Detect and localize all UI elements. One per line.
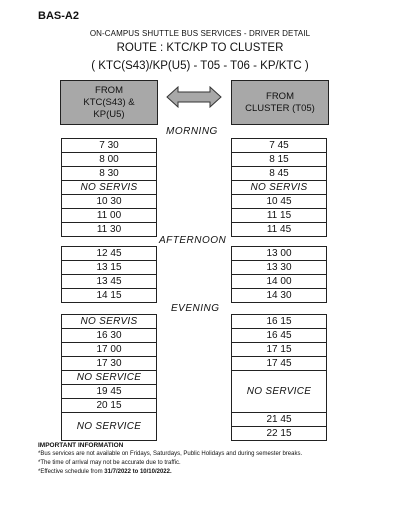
- time-cell: 11 30: [62, 223, 157, 237]
- info-effective-label: *Effective schedule from: [38, 469, 105, 475]
- time-cell: 7 30: [62, 139, 157, 153]
- time-cell: 14 30: [232, 289, 327, 303]
- route-title: ROUTE : KTC/KP TO CLUSTER: [116, 42, 284, 54]
- document-subheading: ON-CAMPUS SHUTTLE BUS SERVICES - DRIVER DETAIL: [89, 29, 311, 38]
- time-cell: 8 45: [232, 167, 327, 181]
- time-cell: 10 30: [62, 195, 157, 209]
- time-cell: 20 15: [62, 399, 157, 413]
- time-cell: 16 15: [232, 315, 327, 329]
- origin-right-line-1: FROM: [266, 90, 294, 102]
- time-cell: 21 45: [232, 413, 327, 427]
- section-morning: MORNING: [166, 126, 218, 137]
- no-service-cell: NO SERVICE: [62, 413, 157, 441]
- time-cell: 19 45: [62, 385, 157, 399]
- origin-right-line-2: CLUSTER (T05): [245, 102, 315, 114]
- time-cell: 8 30: [62, 167, 157, 181]
- info-line: *The time of arrival may not be accurate due to traffic.: [38, 460, 181, 466]
- time-cell: 16 45: [232, 329, 327, 343]
- info-line: [38, 468, 368, 477]
- time-cell: 11 15: [232, 209, 327, 223]
- time-cell: 10 45: [232, 195, 327, 209]
- evening-table-right: [231, 314, 327, 441]
- no-service-cell: NO SERVIS: [232, 181, 327, 195]
- morning-table-right: [231, 138, 327, 237]
- afternoon-table-left: [61, 246, 157, 303]
- time-cell: 8 15: [232, 153, 327, 167]
- origin-left-line-2: KTC(S43) &: [83, 96, 135, 108]
- section-afternoon: AFTERNOON: [159, 235, 227, 246]
- time-cell: 14 00: [232, 275, 327, 289]
- section-evening: EVENING: [171, 303, 220, 314]
- info-effective-dates: 31/7/2022 to 10/10/2022.: [104, 469, 172, 475]
- document-code: BAS-A2: [38, 10, 79, 22]
- time-cell: 17 15: [232, 343, 327, 357]
- route-stops: ( KTC(S43)/KP(U5) - T05 - T06 - KP/KTC ): [91, 60, 309, 72]
- time-cell: 22 15: [232, 427, 327, 441]
- time-cell: 13 15: [62, 261, 157, 275]
- double-arrow-icon: [166, 86, 222, 108]
- time-cell: 7 45: [232, 139, 327, 153]
- time-cell: 13 00: [232, 247, 327, 261]
- time-cell: 16 30: [62, 329, 157, 343]
- time-cell: 8 00: [62, 153, 157, 167]
- time-cell: 17 45: [232, 357, 327, 371]
- origin-left-line-1: FROM: [95, 84, 123, 96]
- no-service-cell: NO SERVICE: [232, 371, 327, 413]
- time-cell: 12 45: [62, 247, 157, 261]
- origin-header-left: [60, 80, 158, 125]
- time-cell: 11 00: [62, 209, 157, 223]
- time-cell: 13 45: [62, 275, 157, 289]
- time-cell: 11 45: [232, 223, 327, 237]
- no-service-cell: NO SERVICE: [62, 371, 157, 385]
- time-cell: 13 30: [232, 261, 327, 275]
- afternoon-table-right: [231, 246, 327, 303]
- no-service-cell: NO SERVIS: [62, 181, 157, 195]
- info-heading: IMPORTANT INFORMATION: [38, 442, 124, 449]
- info-line: *Bus services are not available on Fridays, Saturdays, Public Holidays and during semester breaks.: [38, 451, 303, 457]
- evening-table-left: [61, 314, 157, 441]
- no-service-cell: NO SERVIS: [62, 315, 157, 329]
- time-cell: 17 00: [62, 343, 157, 357]
- morning-table-left: [61, 138, 157, 237]
- time-cell: 17 30: [62, 357, 157, 371]
- origin-header-right: [231, 80, 329, 125]
- origin-left-line-3: KP(U5): [93, 108, 125, 120]
- important-information: [38, 441, 368, 477]
- time-cell: 14 15: [62, 289, 157, 303]
